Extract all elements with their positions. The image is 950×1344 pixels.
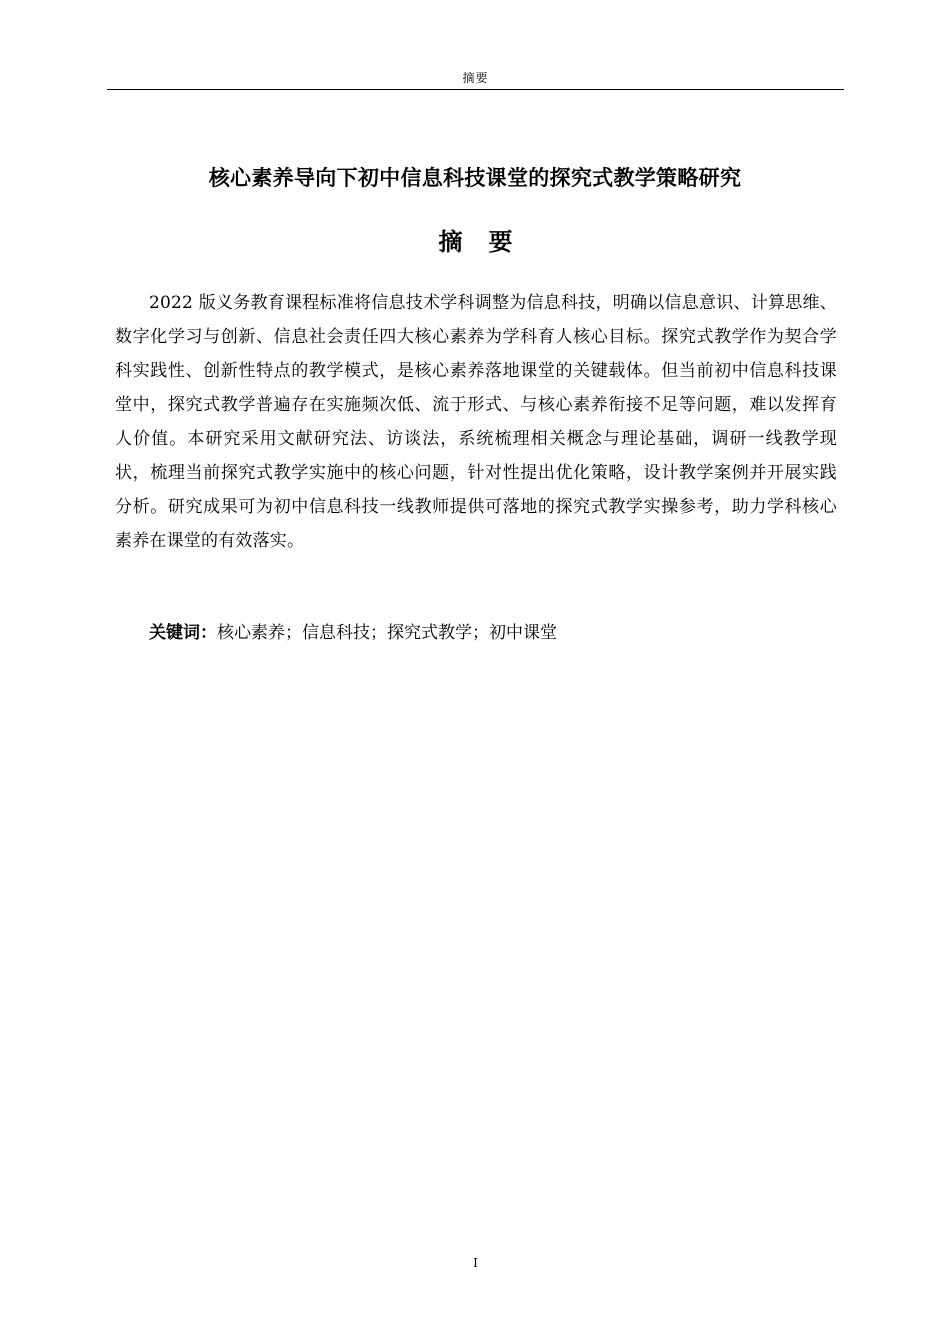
header-rule — [107, 89, 844, 90]
abstract-paragraph: 2022 版义务教育课程标准将信息技术学科调整为信息科技，明确以信息意识、计算思维、数字化学习与创新、信息社会责任四大核心素养为学科育人核心目标。探究式教学作为契合学科实践性、创新性特点的教学模式，是核心素养落地课堂的关键载体。但当前初中信息科技课堂中，探究式教学普遍存在实施频次低、流于形式、与核心素养衔接不足等问题，难以发挥育人价值。本研究采用文献研究法、访谈法，系统梳理相关概念与理论基础，调研一线教学现状，梳理当前探究式教学实施中的核心问题，针对性提出优化策略，设计教学案例并开展实践分析。研究成果可为初中信息科技一线教师提供可落地的探究式教学实操参考，助力学科核心素养在课堂的有效落实。 — [115, 293, 837, 551]
running-header: 摘要 — [462, 71, 489, 85]
page-number: I — [473, 1256, 478, 1270]
abstract-heading-part2: 要 — [488, 228, 513, 256]
abstract-heading — [107, 225, 844, 259]
keywords-line — [149, 618, 839, 648]
keywords-value: 核心素养；信息科技；探究式教学；初中课堂 — [217, 623, 557, 643]
abstract-heading-part1: 摘 — [438, 228, 463, 256]
keywords-label: 关键词： — [149, 623, 217, 643]
document-title: 核心素养导向下初中信息科技课堂的探究式教学策略研究 — [208, 166, 742, 190]
